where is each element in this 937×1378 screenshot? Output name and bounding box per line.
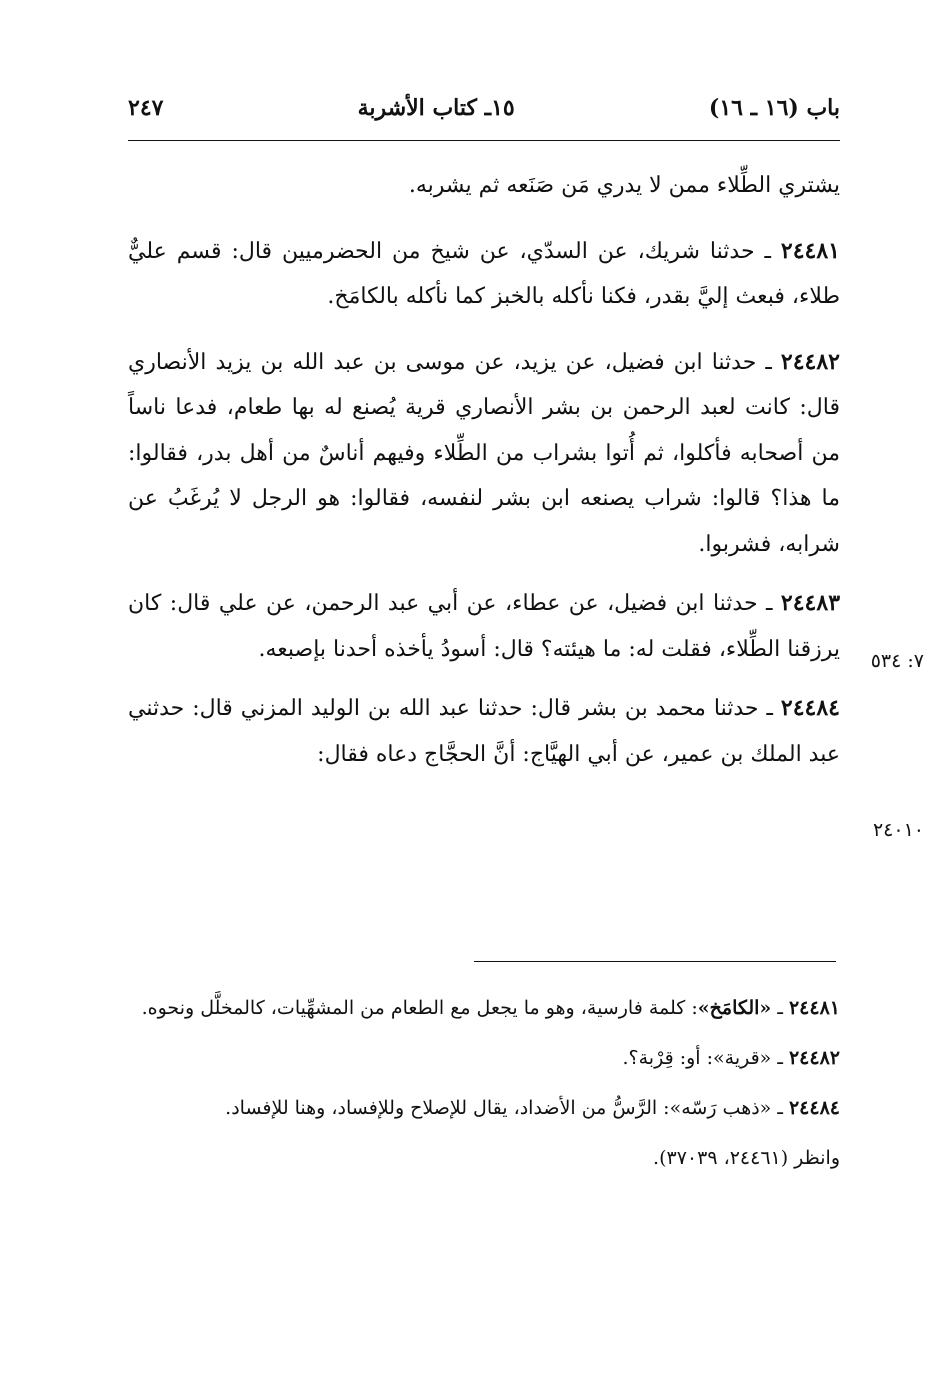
margin-reference-24483: ٧: ٥٣٤ [870, 650, 924, 672]
intro-line: يشتري الطِّلاء ممن لا يدري مَن صَنَعه ثم يشربه. [408, 173, 840, 198]
footnote-separator: ـ [771, 1097, 789, 1119]
hadith-number: ٢٤٤٨٢ [780, 348, 840, 375]
footnote-text: : الرَّسُّ من الأضداد، يقال للإصلاح وللإفساد، وهنا للإفساد. [225, 1097, 670, 1119]
hadith-24482 [128, 340, 840, 568]
main-text [128, 163, 840, 777]
footnote-separator: ـ [771, 1047, 789, 1069]
hadith-text: حدثنا محمد بن بشر قال: حدثنا عبد الله بن الوليد المزني قال: حدثني عبد الملك بن عمير، عن أبي الهيَّاج: أنَّ الحجَّاج دعاه فقال: [128, 696, 840, 767]
footnote-separator: ـ [771, 997, 789, 1019]
book-title: ١٥ـ كتاب الأشربة [357, 95, 515, 121]
footnote-keyword: «الكامَخ» [697, 997, 772, 1019]
margin-reference-24484: ٢٤٠١٠ [872, 819, 924, 841]
footnote-number: ٢٤٤٨٢ [788, 1047, 840, 1069]
hadith-text: حدثنا ابن فضيل، عن عطاء، عن أبي عبد الرحمن، عن علي قال: كان يرزقنا الطِّلاء، فقلت له: ما هيئته؟ قال: أسودُ يأخذه أحدنا بإصبعه. [128, 591, 840, 662]
footnote-24484 [128, 1088, 840, 1128]
hadith-24481 [128, 229, 840, 320]
footnote-number: ٢٤٤٨٤ [788, 1097, 840, 1119]
hadith-separator: ـ [758, 696, 781, 721]
header-divider [128, 140, 840, 141]
footnote-24481 [128, 988, 840, 1028]
footnote-keyword: «ذهب رَسّه» [669, 1097, 772, 1119]
hadith-number: ٢٤٤٨٣ [780, 590, 841, 616]
footnote-keyword: «قرية» [713, 1047, 772, 1069]
footnote-text: : كلمة فارسية، وهو ما يجعل مع الطعام من المشهِّيات، كالمخلَّل ونحوه. [141, 997, 698, 1019]
hadith-separator: ـ [757, 591, 781, 616]
running-header [128, 88, 840, 128]
hadith-number: ٢٤٤٨١ [780, 237, 840, 264]
footnote-24482 [128, 1038, 840, 1078]
hadith-number: ٢٤٤٨٤ [780, 695, 840, 721]
footnote-divider [474, 961, 836, 962]
hadith-separator: ـ [754, 238, 781, 264]
footnote-text: : أو: قِرْبة؟. [622, 1047, 714, 1069]
chapter-reference: باب (١٦ ـ ١٦) [708, 95, 840, 121]
hadith-24483 [128, 581, 840, 672]
hadith-separator: ـ [756, 349, 781, 375]
hadith-24484 [128, 686, 840, 777]
hadith-text: حدثنا ابن فضيل، عن يزيد، عن موسى بن عبد الله بن يزيد الأنصاري قال: كانت لعبد الرحمن بن بشر الأنصاري قرية يُصنع له بها طعام، فدعا ناساً من أصحابه فأكلوا، ثم أُتوا بشراب من الطِّلاء وفيهم أناسٌ من أهل بدر، فقالوا: ما هذا؟ قالوا: شراب يصنعه ابن بشر لنفسه، فقالوا: هو الرجل لا يُرغَبُ عن شرابه، فشربوا. [128, 349, 840, 557]
hadith-text: حدثنا شريك، عن السدّي، عن شيخ من الحضرميين قال: قسم عليٌّ طلاء، فبعث إليَّ بقدر، فكنا نأكله بالخبز كما نأكله بالكامَخ. [128, 238, 840, 309]
page-number: ٢٤٧ [128, 95, 164, 121]
footnotes [128, 988, 840, 1178]
footnote-number: ٢٤٤٨١ [788, 997, 840, 1019]
footnote-see-also: وانظر (٢٤٤٦١، ٣٧٠٣٩). [653, 1147, 840, 1169]
